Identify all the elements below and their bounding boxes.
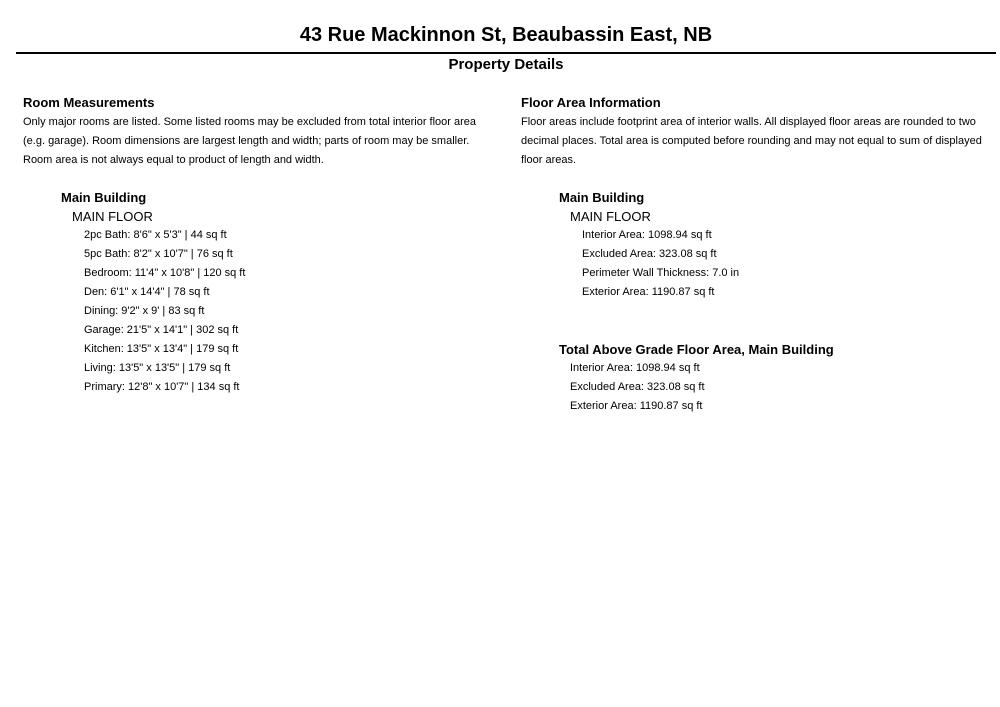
floor-floor-title: MAIN FLOOR xyxy=(570,209,651,224)
room-item: Kitchen: 13'5" x 13'4" | 179 sq ft xyxy=(84,343,239,355)
room-measurements-note xyxy=(23,113,498,170)
total-exterior-area-item: Exterior Area: 1190.87 sq ft xyxy=(570,400,703,412)
interior-area-item: Interior Area: 1098.94 sq ft xyxy=(582,229,712,241)
room-item: Bedroom: 11'4" x 10'8" | 120 sq ft xyxy=(84,267,246,279)
room-item: Garage: 21'5" x 14'1" | 302 sq ft xyxy=(84,324,239,336)
floor-area-note xyxy=(521,113,1000,170)
room-item: Primary: 12'8" x 10'7" | 134 sq ft xyxy=(84,381,240,393)
floor-main-building-block xyxy=(559,188,739,302)
document-title: 43 Rue Mackinnon St, Beaubassin East, NB xyxy=(299,24,713,46)
total-interior-area-item: Interior Area: 1098.94 sq ft xyxy=(570,362,700,374)
total-excluded-area-item: Excluded Area: 323.08 sq ft xyxy=(570,381,705,393)
floor-note-line: Floor areas include footprint area of interior walls. All displayed floor areas are rounded to two xyxy=(521,116,976,128)
room-note-line: Only major rooms are listed. Some listed rooms may be excluded from total interior floor area xyxy=(23,116,477,128)
room-item: 5pc Bath: 8'2" x 10'7" | 76 sq ft xyxy=(84,248,233,260)
room-main-building-block xyxy=(61,188,245,397)
floor-note-line: decimal places. Total area is computed before rounding and may not equal to sum of displayed xyxy=(521,135,982,147)
room-item: Den: 6'1" x 14'4" | 78 sq ft xyxy=(84,286,210,298)
room-measurements-section xyxy=(23,95,498,170)
room-list xyxy=(61,226,245,397)
title-divider xyxy=(16,52,996,54)
exterior-area-item: Exterior Area: 1190.87 sq ft xyxy=(582,286,715,298)
room-item: Dining: 9'2" x 9' | 83 sq ft xyxy=(84,305,205,317)
floor-building-title: Main Building xyxy=(559,190,645,205)
room-note-line: Room area is not always equal to product of length and width. xyxy=(23,154,324,166)
room-building-title: Main Building xyxy=(61,190,147,205)
total-floor-area-list xyxy=(559,359,834,416)
floor-note-line: floor areas. xyxy=(521,154,577,166)
room-item: 2pc Bath: 8'6" x 5'3" | 44 sq ft xyxy=(84,229,227,241)
room-measurements-heading: Room Measurements xyxy=(23,95,155,110)
floor-area-section xyxy=(521,95,1000,170)
wall-thickness-item: Perimeter Wall Thickness: 7.0 in xyxy=(582,267,740,279)
room-item: Living: 13'5" x 13'5" | 179 sq ft xyxy=(84,362,231,374)
total-floor-area-block xyxy=(559,340,834,416)
total-floor-area-heading: Total Above Grade Floor Area, Main Building xyxy=(559,342,834,357)
room-note-line: (e.g. garage). Room dimensions are largest length and width; parts of room may be smaller. xyxy=(23,135,470,147)
floor-area-list xyxy=(559,226,739,302)
excluded-area-item: Excluded Area: 323.08 sq ft xyxy=(582,248,717,260)
room-floor-title: MAIN FLOOR xyxy=(72,209,153,224)
floor-area-heading: Floor Area Information xyxy=(521,95,661,110)
document-subtitle: Property Details xyxy=(448,56,564,73)
